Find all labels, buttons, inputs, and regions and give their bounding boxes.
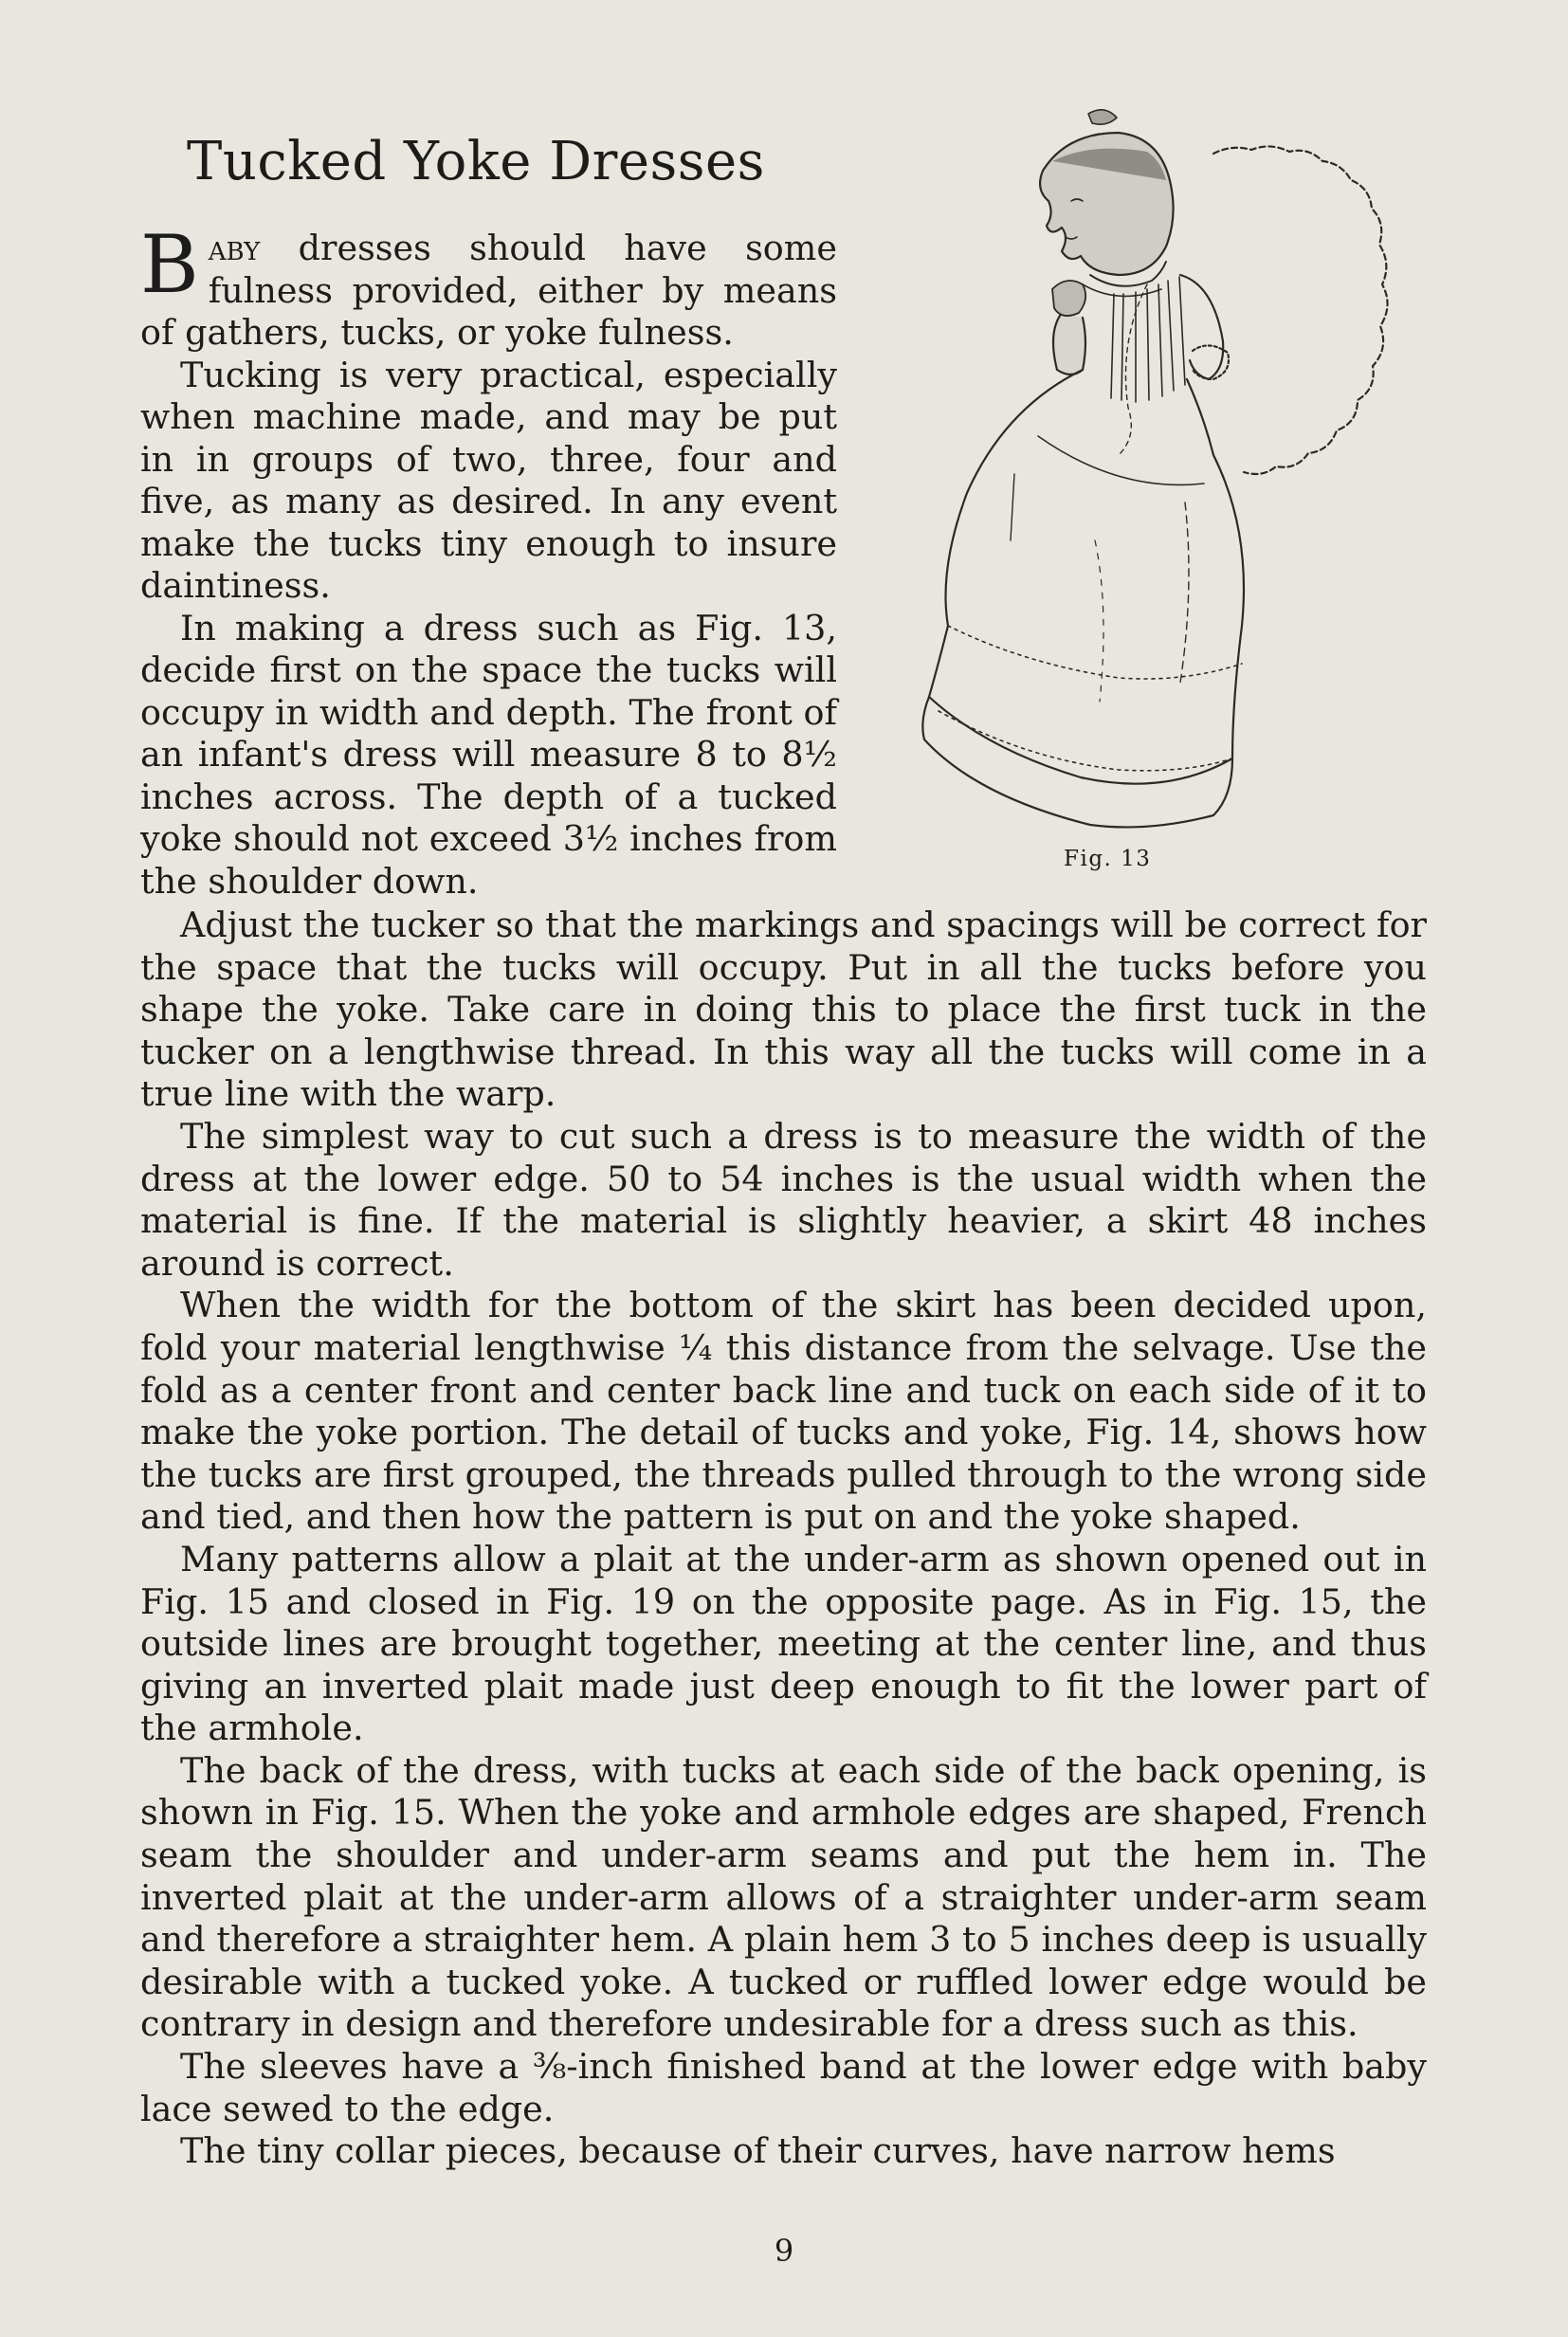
fig-13-baby-dress-illustration: [834, 95, 1441, 872]
main-text-column: [140, 904, 1427, 2173]
paragraph-9: The sleeves have a ⅜-inch finished band at the lower edge with baby lace sewed to the edge.: [140, 2046, 1427, 2129]
hair-bow: [1088, 110, 1117, 124]
paragraph-8: The back of the dress, with tucks at each side of the back opening, is shown in Fig. 15. When the yoke and armhole edges are shaped, French seam the shoulder and under-arm seams and put the hem in. The inverted plait at the under-arm allows of a straighter under-arm seam and therefore a straighter hem. A plain hem 3 to 5 inches deep is usually desirable with a tucked yoke. A tucked or ruffled lower edge would be contrary in design and therefore undesirable for a dress such as this.: [140, 1749, 1427, 2045]
paragraph-4: Adjust the tucker so that the markings and spacings will be correct for the space that the tucks will occupy. Put in all the tucks before you shape the yoke. Take care in doing this to place the first tuck in the tucker on a lengthwise thread. In this way all the tucks will come in a true line with the warp.: [140, 904, 1427, 1115]
page-title: Tucked Yoke Dresses: [187, 131, 765, 192]
drop-cap: B: [140, 218, 199, 311]
paragraph-10: The tiny collar pieces, because of their curves, have narrow hems: [180, 2130, 1336, 2172]
paragraph-7: Many patterns allow a plait at the under-arm as shown opened out in Fig. 15 and closed in Fig. 19 on the opposite page. As in Fig. 15, the outside lines are brought together, meeting at the center line, and thus giving an inverted plait made just deep enough to fit the lower part of the armhole.: [140, 1538, 1427, 1749]
pillow-outline: [1213, 146, 1388, 474]
paragraph-2: Tucking is very practical, especially when machine made, and may be put in in groups of two, three, four and five, as many as desired. In any event make the tucks tiny enough to insure daintiness.: [140, 354, 837, 606]
paragraph-1-text: dresses should have some fulness provided, either by means of gathers, tucks, or yoke fulness.: [140, 228, 837, 353]
dress-skirt: [929, 370, 1244, 784]
intro-text-column: [140, 218, 837, 903]
paragraph-3: In making a dress such as Fig. 13, decide first on the space the tucks will occupy in width and depth. The front of an infant's dress will measure 8 to 8½ inches across. The depth of a tucked yoke should not exceed 3½ inches from the shoulder down.: [140, 607, 837, 902]
figure-caption: Fig. 13: [1064, 847, 1152, 871]
small-caps-lead: aby: [208, 228, 261, 268]
paragraph-6: When the width for the bottom of the skirt has been decided upon, fold your material lengthwise ¼ this distance from the selvage. Use the fold as a center front and center back line and tuck on each side of it to make the yoke portion. The detail of tucks and yoke, Fig. 14, shows how the tucks are first grouped, the threads pulled through to the wrong side and tied, and then how the pattern is put on and the yoke shaped.: [140, 1285, 1427, 1538]
page-number: 9: [774, 2233, 794, 2269]
paragraph-1: [140, 218, 837, 355]
paragraph-5: The simplest way to cut such a dress is to measure the width of the dress at the lower edge. 50 to 54 inches is the usual width when the material is fine. If the material is slightly heavier, a skirt 48 inches around is correct.: [140, 1115, 1427, 1284]
